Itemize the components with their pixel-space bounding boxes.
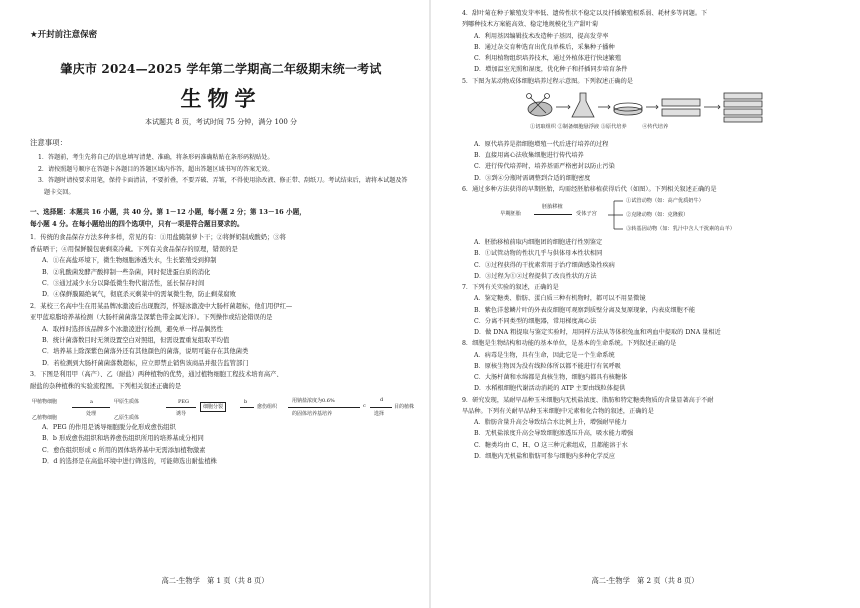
option-a: A．胚胎移植前取内细胞团的细胞进行性别鉴定	[474, 239, 603, 246]
flow-step-a: a	[90, 399, 93, 406]
option-c: C．③过程获得的干扰素常用于治疗细菌感染性疾病	[474, 261, 615, 269]
option-d: D．④保鲜膜隔绝氧气，彻底杀灭剩菜中的需氧微生物，防止剩菜腐败	[42, 291, 236, 299]
option-d: D．做 DNA 粗提取与鉴定实验时，用同样方法从等体积兔血和鸡血中提取的 DNA 量相近	[474, 329, 721, 336]
notice-item: 2．请按照题号顺序在答题卡各题目的答题区域内作答，超出答题区域书写的答案无效。	[38, 165, 274, 173]
cell-culture-figure	[462, 89, 844, 137]
exam-info: 本试题共 8 页，考试时间 75 分钟，满分 100 分	[144, 118, 298, 126]
question-stem: 6．通过多种方法获得的早期胚胎，均需经胚胎移植获得后代（如图）。下列相关叙述正确的是	[462, 185, 717, 193]
option-a: A．原代培养是指细胞增殖一代后进行培养的过程	[474, 140, 609, 148]
question-7	[462, 282, 844, 338]
question-stem: 旱品种。下列有关耐旱品种玉米细胞中元素和化合物的叙述，正确的是	[462, 407, 654, 415]
option-b: B．通过杂交育种选育出优良单株后，采集种子播种	[474, 43, 615, 51]
flow-protoplast-b: 乙原生质体	[114, 415, 140, 422]
option-c: C．大肠杆菌和水绵都是真核生物，细胞内都具有核糖体	[474, 374, 628, 381]
notice-item: 3．答题时请按要求用笔，保持卡面清洁，不要折叠，不要弄破、弄皱，不得使用涂改液、修正带、刮纸刀。考试结束后，请将本试题及答题卡交回。	[38, 177, 408, 196]
notice-item: 1．答题前，考生先将自己的信息填写清楚、准确，将条形码准确粘贴在条形码粘贴处。	[38, 154, 274, 161]
flow-d: d	[380, 397, 384, 404]
flow-fusion-label: 细胞分裂	[203, 404, 224, 411]
flow-arrow	[240, 407, 254, 408]
flow-arrow	[72, 407, 110, 408]
flow-step-a-label: 处理	[86, 411, 97, 418]
flow-arrow	[166, 407, 196, 408]
option-d: D．d 的选择是在高盐环境中进行筛选的，可能筛选出耐盐植株	[42, 458, 217, 466]
embryo-transfer-diagram	[462, 195, 844, 237]
option-c: C．利用植物组织培养技术，通过外植体进行快速繁殖	[474, 55, 622, 62]
question-6	[462, 184, 844, 282]
question-stem: 5．下图为某动物成体细胞培养过程示意图。下列叙述正确的是	[462, 77, 633, 85]
option-b: B．无机盐浓度升高会导致细胞渗透压升高，吸水能力增强	[474, 430, 634, 438]
option-c: C．分离不同类型的细胞器，常用梯度离心法	[474, 317, 597, 325]
option-a: A．取样时选择该品牌多个冰激凌进行检测，避免单一样品偶然性	[42, 325, 223, 333]
flow-label-plant-a: 甲植物细胞	[32, 399, 58, 406]
flow-protoplast-a: 甲原生质体	[114, 399, 140, 406]
question-stem: 列哪种技术方案能高效、稳定地规模化生产甜叶菊	[462, 21, 599, 29]
question-stem: 8．细胞是生物结构和功能的基本单位，是基本的生命系统。下列叙述正确的是	[462, 340, 677, 348]
flow-c: c	[363, 403, 366, 410]
question-stem: 9．研究发现，某耐旱品种玉米细胞内无机盐浓度、脂肪和特定糖类物质的含量显著高于不耐	[462, 396, 714, 404]
flow-salt-line1: 用钠盐浓度为0.6%	[292, 398, 335, 405]
question-9	[462, 395, 844, 463]
option-b: B．②乳酸菌发酵产酸抑制一些杂菌，同时促进蛋白质的消化	[42, 268, 211, 276]
option-b: B．①试管动物的性状几乎与供体母本性状相同	[474, 250, 603, 258]
option-c: C．进行传代培养时，培养基需严格密封以防止污染	[474, 163, 615, 171]
option-d: D．增加温室光照和湿度，优化种子和扦插同步培育条件	[474, 66, 628, 74]
option-a: A．鉴定糖类、脂肪、蛋白质三种有机物时，都可以不用显微镜	[474, 295, 646, 303]
option-d: D．若检测到大肠杆菌菌落数超标，应立即禁止销售该商品并报告监管部门	[42, 359, 249, 367]
page-footer: 高二·生物学 第 1 页（共 8 页）	[161, 576, 269, 585]
option-a: A．利用基因编辑技术改造种子基因，提高发芽率	[474, 32, 609, 40]
flow-select: 选择	[374, 411, 385, 418]
diagram-arrow	[534, 214, 572, 215]
question-stem: 4．甜叶菊在种子繁殖发芽率低、遗传性状不稳定以及扦插繁殖根系弱、耗材多等问题。下	[462, 10, 708, 17]
option-a: A．PEG 的作用是诱导细胞脱分化形成愈伤组织	[42, 424, 176, 432]
question-stem: 香菇晒干；④用保鲜膜包裹剩菜冷藏。下列有关食品保存的原理，错误的是	[30, 245, 238, 253]
option-d: D．水稻根细胞代谢活动消耗的 ATP 主要由线粒体提供	[474, 385, 626, 393]
figure-caption: ①切取组织 ②制备细胞悬浮液 ③原代培养 ④传代培养	[530, 123, 669, 130]
question-3	[30, 369, 415, 467]
flow-peg-label: 诱导	[176, 411, 187, 418]
diagram-outcome-1: ①试管动物（如：高产优质奶牛）	[626, 198, 704, 204]
option-c: C．愈伤组织形成 c 所用的固体培养基中无需添加植物激素	[42, 446, 206, 454]
exam-title: 肇庆市 2024—2025 学年第二学期高二年级期末统一考试	[60, 62, 382, 76]
option-c: C．③通过减少水分以降低微生物代谢活性，延长保存时间	[42, 280, 205, 287]
cell-culture-illustration	[524, 89, 824, 123]
section-heading	[30, 207, 412, 230]
option-d: D．③到④分瓶时需调整到合适的细胞密度	[474, 174, 591, 182]
option-d: D．③过程为①②过程提供了改良性状的方法	[474, 272, 597, 280]
diagram-recipient: 受体子宫	[576, 211, 597, 217]
flowchart-diagram	[30, 392, 415, 456]
option-a: A．病毒是生物，具有生命，因此它是一个生命系统	[474, 351, 615, 359]
option-b: B．统计菌落数目时无须设置空白对照组，但需设置重复组取平均值	[42, 337, 230, 345]
flow-arrow	[370, 407, 392, 408]
question-stem: 7．下列有关实验的叙述，正确的是	[462, 284, 559, 291]
option-a: A．①在高盐环境下，微生物细胞渗透失水，生长繁殖受到抑制	[42, 257, 217, 265]
question-stem: 耐盐的杂种植株的实验流程图。下列相关叙述正确的是	[30, 382, 182, 390]
diagram-outcome-2: ②克隆动物（如：克隆猴）	[626, 212, 689, 218]
flow-b: b	[244, 399, 248, 406]
option-d: D．细胞内无机盐和脂肪可参与细胞内多种化学反应	[474, 452, 616, 460]
flow-label-plant-b: 乙植物细胞	[32, 415, 58, 422]
section-heading-line: 一、选择题：本题共 16 小题，共 40 分。第 1－12 小题，每小题 2 分；第 13－16 小题，	[30, 208, 306, 217]
flow-fusion-box	[200, 402, 226, 412]
flow-peg: PEG	[178, 399, 190, 406]
flow-arrow	[288, 407, 360, 408]
question-4	[462, 8, 844, 76]
confidential-mark: ★开封前注意保密	[30, 30, 98, 40]
flow-target-plant: 目的植株	[394, 404, 415, 411]
question-5	[462, 76, 844, 184]
option-b: B．直接用离心法收集细胞进行传代培养	[474, 152, 584, 159]
notice-heading: 注意事项：	[30, 138, 67, 147]
question-stem: 1．传统的食品保存方法多种多样，常见的有：①用盐腌制萝卜干；②将鲜奶制成酸奶；③将	[30, 234, 286, 242]
diagram-outcome-3: ③转基因动物（如：乳汁中含人干扰素的山羊）	[626, 226, 735, 232]
question-stem: 2．某校三名高中生在用某品牌冰激凌后出现腹泻，怀疑冰激凌中大肠杆菌超标，他们用伊红—	[30, 302, 293, 310]
option-b: B．b 形成愈伤组织和培养愈伤组织所用的培养基成分相同	[42, 435, 204, 443]
question-8	[462, 338, 844, 394]
diagram-origin: 早期胚胎	[500, 211, 521, 217]
question-2	[30, 301, 412, 369]
section-heading-line: 每小题 4 分。在每小题给出的四个选项中，只有一项是符合题目要求的。	[30, 219, 244, 228]
question-stem: 亚甲蓝琼脂培养基检测（大肠杆菌菌落呈深紫色带金属光泽）。下列操作或结论错误的是	[30, 314, 273, 322]
option-c: C．糖类均由 C、H、O 这三种元素组成，且都能溶于水	[474, 441, 628, 449]
subject-title: 生物学	[180, 86, 262, 111]
flow-callus: 愈伤组织	[257, 404, 278, 411]
option-b: B．紫色洋葱鳞片叶的外表皮细胞可观察到质壁分离及复原现象，内表皮细胞不能	[474, 306, 696, 314]
flow-salt-line2: 的固体培养基培养	[292, 411, 333, 418]
question-stem: 3．下图是利用甲（高产）、乙（耐盐）两种植物的优势，通过植物细胞工程技术培育高产、	[30, 371, 283, 379]
diagram-transplant: 胚胎移植	[542, 204, 563, 210]
option-c: C．培养基上除深紫色菌落外还有其他颜色的菌落，说明可能存在其他菌类	[42, 348, 249, 356]
diagram-branch-lines	[608, 197, 624, 233]
page-footer: 高二·生物学 第 2 页（共 8 页）	[591, 576, 699, 585]
question-1	[30, 232, 412, 300]
page-2	[430, 0, 860, 608]
option-b: B．原核生物因为没有线粒体所以都不能进行有氧呼吸	[474, 362, 621, 370]
option-a: A．脂肪含量升高会导致结合水比例上升，增强耐旱能力	[474, 419, 627, 426]
